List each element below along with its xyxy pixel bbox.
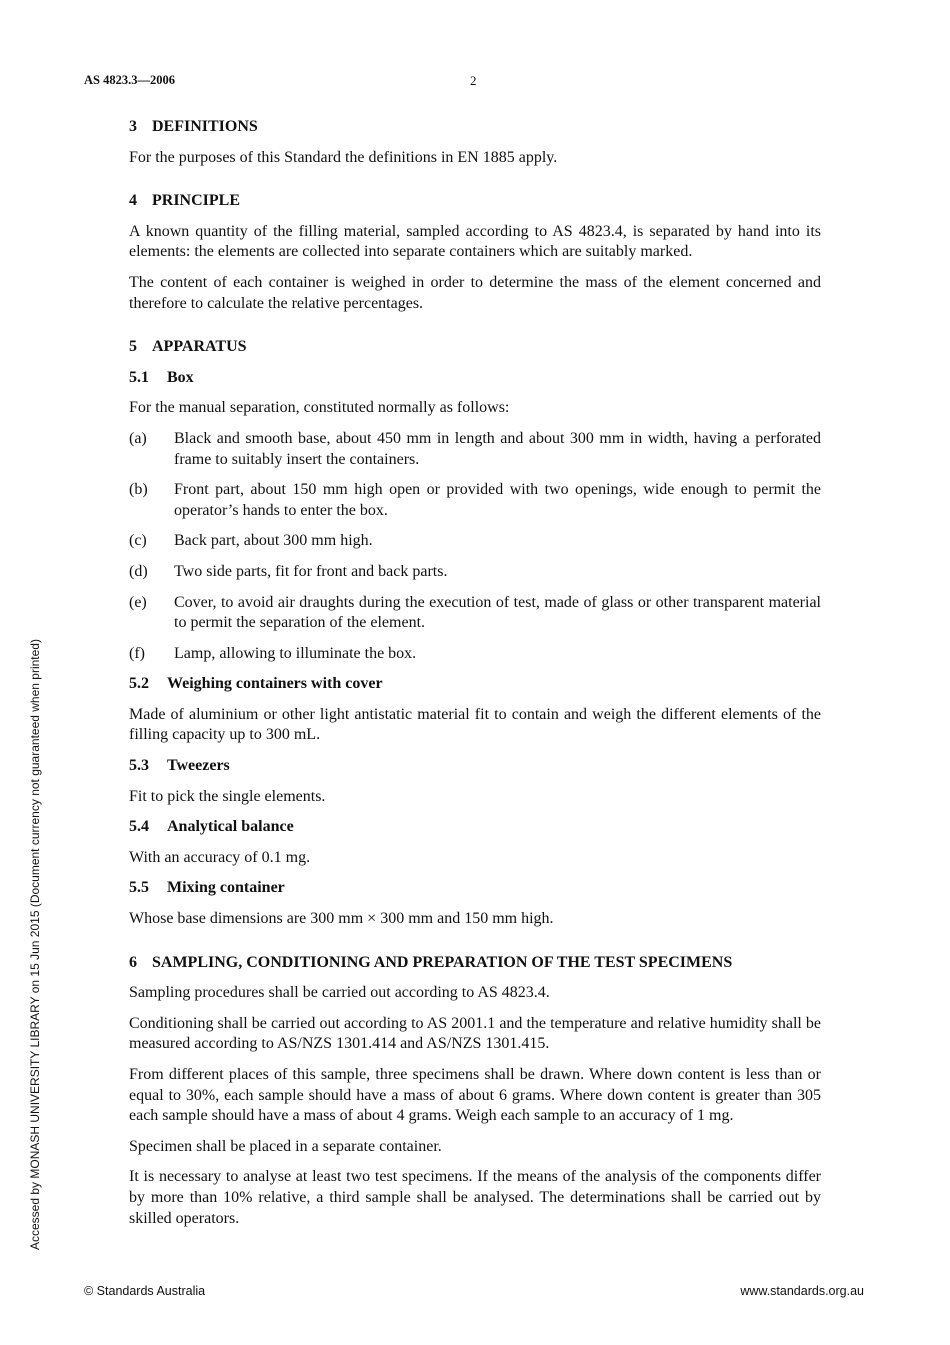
subsection-number: 5.3 (129, 757, 149, 775)
paragraph: Specimen shall be placed in a separate container. (129, 1137, 442, 1155)
section-heading-definitions (129, 117, 821, 138)
section-title: DEFINITIONS (152, 118, 258, 135)
access-watermark: Accessed by MONASH UNIVERSITY LIBRARY on 15 Jun 2015 (Document currency not guaranteed when printed) (28, 639, 42, 1250)
list-item (129, 429, 821, 470)
list-item-text: Two side parts, fit for front and back parts. (174, 562, 448, 580)
section-number: 5 (129, 338, 137, 356)
subsection-heading-analytical-balance (129, 817, 821, 838)
list-item-label: (c) (129, 532, 147, 550)
document-body (129, 117, 821, 1239)
list-item (129, 593, 821, 634)
section-number: 4 (129, 192, 137, 210)
section-title: SAMPLING, CONDITIONING AND PREPARATION OF THE TEST SPECIMENS (152, 953, 733, 971)
paragraph: For the manual separation, constituted normally as follows: (129, 399, 510, 417)
subsection-number: 5.5 (129, 879, 149, 897)
list-item-label: (f) (129, 644, 145, 662)
list-item-text: Front part, about 150 mm high open or provided with two openings, wide enough to permit the operator’s hands to enter the box. (174, 481, 821, 519)
paragraph: Sampling procedures shall be carried out according to AS 4823.4. (129, 984, 550, 1002)
subsection-title: Weighing containers with cover (167, 675, 383, 693)
paragraph: It is necessary to analyse at least two test specimens. If the means of the analysis of the components differ by more than 10% relative, a third sample shall be analysed. The determinations shall be carried out by skilled operators. (129, 1168, 821, 1227)
section-heading-sampling (129, 953, 821, 974)
section-number: 3 (129, 118, 137, 135)
list-item-label: (a) (129, 429, 147, 447)
paragraph: The content of each container is weighed in order to determine the mass of the element concerned and therefore to calculate the relative percentages. (129, 273, 821, 312)
section-heading-apparatus (129, 337, 821, 358)
list-item-label: (b) (129, 481, 148, 499)
section-heading-principle (129, 191, 821, 212)
section-title: PRINCIPLE (152, 192, 241, 210)
subsection-number: 5.2 (129, 675, 149, 693)
list-item (129, 480, 821, 521)
list-item-label: (d) (129, 562, 148, 580)
list-item (129, 644, 821, 665)
subsection-number: 5.4 (129, 818, 149, 836)
paragraph: A known quantity of the filling material, sampled according to AS 4823.4, is separated by hand into its elements: the elements are collected into separate containers which are suitably marked. (129, 222, 821, 261)
paragraph: Whose base dimensions are 300 mm × 300 mm and 150 mm high. (129, 910, 554, 928)
paragraph: Made of aluminium or other light antistatic material fit to contain and weigh the different elements of the filling capacity up to 300 mL. (129, 705, 821, 744)
subsection-heading-tweezers (129, 756, 821, 777)
paragraph: Conditioning shall be carried out according to AS 2001.1 and the temperature and relative humidity shall be measured according to AS/NZS 1301.414 and AS/NZS 1301.415. (129, 1014, 821, 1053)
list-item-text: Black and smooth base, about 450 mm in length and about 300 mm in width, having a perforated frame to suitably insert the containers. (174, 429, 821, 468)
footer-website-link[interactable]: www.standards.org.au (740, 1284, 864, 1298)
paragraph: From different places of this sample, three specimens shall be drawn. Where down content is less than or equal to 30%, each sample should have a mass of about 6 grams. Where down content is greater than 305 each sample should have a mass of about 4 grams. Weigh each sample to an accuracy of 1 mg. (129, 1066, 821, 1125)
subsection-title: Tweezers (167, 757, 230, 775)
standard-id: AS 4823.3—2006 (84, 73, 175, 87)
list-item-label: (e) (129, 593, 147, 611)
list-item-text: Back part, about 300 mm high. (174, 532, 373, 550)
subsection-number: 5.1 (129, 368, 149, 386)
subsection-title: Analytical balance (167, 818, 294, 836)
list-item-text: Cover, to avoid air draughts during the execution of test, made of glass or other transparent material to permit the separation of the element. (174, 593, 821, 632)
paragraph: For the purposes of this Standard the definitions in EN 1885 apply. (129, 148, 558, 166)
subsection-heading-mixing-container (129, 878, 821, 899)
list-item (129, 562, 821, 583)
section-number: 6 (129, 953, 137, 971)
subsection-heading-weighing-containers (129, 674, 821, 695)
page-number: 2 (470, 73, 477, 88)
subsection-title: Mixing container (167, 879, 285, 897)
paragraph: With an accuracy of 0.1 mg. (129, 848, 311, 866)
section-title: APPARATUS (152, 338, 247, 356)
footer-copyright: © Standards Australia (84, 1284, 206, 1298)
subsection-title: Box (167, 368, 194, 386)
list-item-text: Lamp, allowing to illuminate the box. (174, 644, 417, 662)
paragraph: Fit to pick the single elements. (129, 787, 326, 805)
subsection-heading-box (129, 368, 821, 389)
list-item (129, 531, 821, 552)
